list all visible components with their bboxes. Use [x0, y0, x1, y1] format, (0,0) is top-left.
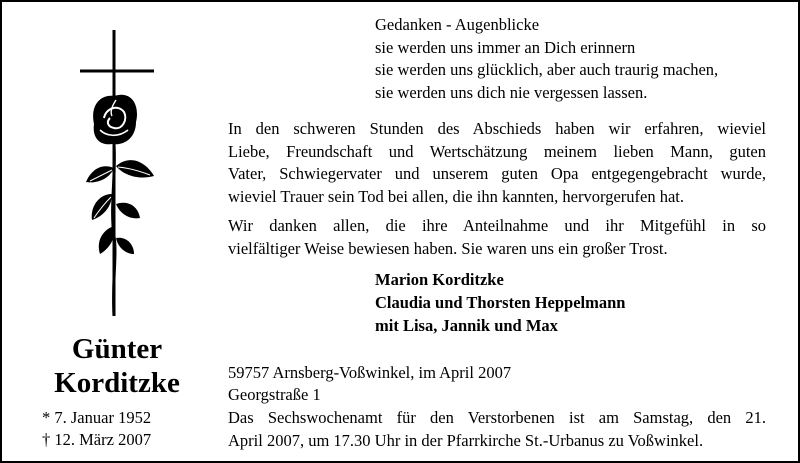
cross-with-rose-icon	[60, 26, 166, 318]
poem	[375, 14, 718, 104]
paragraph-line: vielfältiger Weise bewiesen haben. Sie waren uns ein großer Trost.	[228, 238, 668, 258]
paragraph-line: Das Sechswochenamt für den Verstorbenen ist am Samstag, den 21.	[228, 408, 766, 427]
paragraph-line: Vater, Schwiegervater und unserem guten Opa entgegengebracht wurde,	[228, 164, 766, 183]
paragraph-line: In den schweren Stunden des Abschieds haben wir erfahren, wieviel	[228, 119, 766, 138]
paragraph-line: Liebe, Freundschaft und Wertschätzung meinem lieben Mann, guten	[228, 141, 766, 161]
death-date: † 12. März 2007	[42, 430, 152, 449]
life-dates	[42, 407, 151, 451]
poem-line: sie werden uns glücklich, aber auch traurig machen,	[375, 60, 719, 79]
poem-line: sie werden uns immer an Dich erinnern	[375, 37, 636, 57]
signer-line: Claudia und Thorsten Heppelmann	[375, 293, 626, 312]
address-street: Georgstraße 1	[228, 385, 321, 404]
birth-date: * 7. Januar 1952	[42, 408, 152, 427]
signer-line: mit Lisa, Jannik und Max	[375, 316, 558, 335]
deceased-last-name: Korditzke	[54, 367, 180, 399]
mass-notice	[228, 407, 766, 452]
signer-line: Marion Korditzke	[375, 270, 504, 289]
address-city-date: 59757 Arnsberg-Voßwinkel, im April 2007	[228, 363, 512, 382]
paragraph-line: wieviel Trauer sein Tod bei allen, die ihn kannten, hervorgerufen hat.	[228, 186, 684, 206]
deceased-first-name: Günter	[71, 333, 163, 365]
deceased-name	[32, 332, 202, 400]
paragraph-line: April 2007, um 17.30 Uhr in der Pfarrkirche St.-Urbanus zu Voßwinkel.	[228, 430, 704, 450]
poem-line: Gedanken - Augenblicke	[375, 15, 540, 34]
address-block	[228, 362, 511, 406]
poem-line: sie werden uns dich nie vergessen lassen.	[375, 82, 648, 102]
gratitude-paragraph	[228, 118, 766, 208]
paragraph-line: Wir danken allen, die ihre Anteilnahme und ihr Mitgefühl in so	[228, 216, 766, 235]
signers-block	[375, 268, 625, 337]
thanks-paragraph	[228, 215, 766, 260]
